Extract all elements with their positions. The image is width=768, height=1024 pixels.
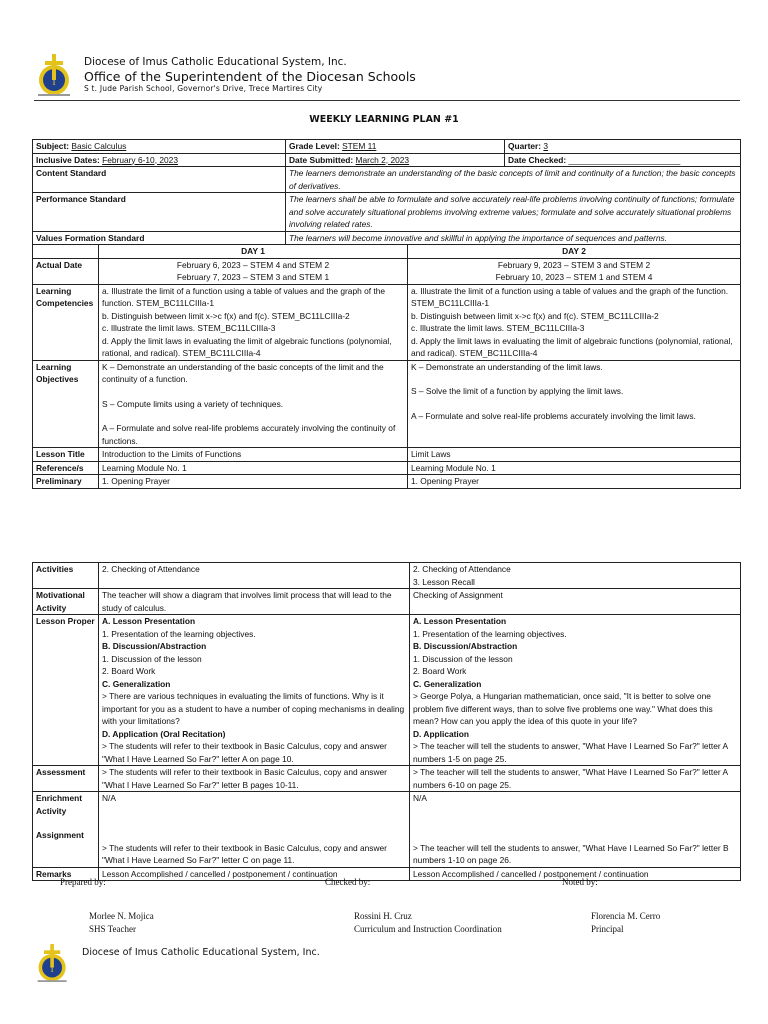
- table-row: [33, 245, 741, 259]
- day2-objective-a: A – Formulate and solve real-life problems accurately involving the limit laws.: [411, 410, 696, 421]
- table-row: [33, 589, 741, 615]
- day2-objective-s: S – Solve the limit of a function by applying the limit laws.: [411, 386, 624, 396]
- day2-competency-c: c. Illustrate the limit laws. STEM_BC11LCIIIa-3: [411, 323, 585, 333]
- day1-competency-a: a. Illustrate the limit of a function using a table of values and the graph of the function. STEM_BC11LCIIIa-1: [102, 285, 386, 308]
- values-standard-text: The learners will become innovative and skillful in applying the importance of sequences and patterns.: [286, 231, 741, 245]
- assignment-label: Assignment: [36, 830, 84, 840]
- learning-plan-table-page2: [32, 562, 741, 881]
- preliminary-label: Preliminary: [33, 475, 99, 489]
- day2-section-a-head: A. Lesson Presentation: [413, 616, 507, 626]
- svg-text:I: I: [52, 77, 56, 88]
- table-row: [33, 766, 741, 792]
- day2-section-c-head: C. Generalization: [413, 678, 482, 689]
- table-row: [33, 867, 741, 881]
- table-row: [33, 461, 741, 475]
- table-row: [33, 360, 741, 448]
- day2-activity-1: 2. Checking of Attendance: [413, 564, 511, 574]
- day2-objective-k: K – Demonstrate an understanding of the limit laws.: [411, 361, 603, 372]
- objectives-label-1: Learning: [36, 361, 72, 372]
- day1-competency-d: d. Apply the limit laws in evaluating the limit of algebraic functions (polynomial, rational, and radical). STEM_BC11LCIIIa-4: [102, 335, 392, 358]
- day2-competency-d: d. Apply the limit laws in evaluating the limit of algebraic functions (polynomial, rational, and radical). STEM_BC11LCIIIa-4: [411, 335, 733, 358]
- table-row: [33, 284, 741, 360]
- table-row: [33, 475, 741, 489]
- day1-section-d-head: D. Application (Oral Recitation): [102, 728, 226, 739]
- day1-competency-b: b. Distinguish between limit x->c f(x) and f(c). STEM_BC11LCIIIa-2: [102, 310, 350, 321]
- content-standard-text: The learners demonstrate an understanding of the basic concepts of limit and continuity of a function; the basic concepts of derivatives.: [286, 167, 741, 193]
- day1-lesson-title: Introduction to the Limits of Functions: [99, 448, 408, 462]
- day2-section-b-1: 1. Discussion of the lesson: [413, 653, 513, 664]
- day2-assignment: > The teacher will tell the students to answer, "What Have I Learned So Far?" letter B numbers 1-10 on page 26.: [413, 842, 729, 865]
- day2-section-d-1: > The teacher will tell the students to answer, "What Have I Learned So Far?" letter A numbers 1-5 on page 25.: [413, 741, 728, 764]
- day1-section-c-1: > There are various techniques in evaluating the limits of functions. Why is it important for you as a student to have a number of coping mechanisms in dealing with your limitations?: [102, 691, 405, 726]
- day2-header: DAY 2: [408, 245, 741, 259]
- day2-competency-a: a. Illustrate the limit of a function using a table of values and the graph of the function. STEM_BC11LCIIIa-1: [411, 285, 729, 308]
- day2-activity-2: 3. Lesson Recall: [413, 576, 475, 587]
- dates-label: Inclusive Dates:: [36, 154, 100, 165]
- table-row: [33, 140, 741, 154]
- header-divider: [34, 100, 740, 101]
- quarter-label: Quarter:: [508, 141, 542, 151]
- noted-name: Florencia M. Cerro: [591, 911, 661, 921]
- day1-section-a-head: A. Lesson Presentation: [102, 616, 196, 626]
- table-row: [33, 448, 741, 462]
- remarks-label: Remarks: [33, 867, 99, 881]
- diocese-logo-icon: [34, 942, 72, 984]
- objectives-label-2: Objectives: [36, 374, 79, 384]
- day1-header: DAY 1: [99, 245, 408, 259]
- activities-label: Activities: [33, 563, 99, 589]
- day1-activities: 2. Checking of Attendance: [99, 563, 410, 589]
- grade-value: STEM 11: [342, 141, 377, 151]
- learning-plan-table-page1: [32, 139, 741, 489]
- table-row: [33, 258, 741, 284]
- day2-assessment: > The teacher will tell the students to answer, "What Have I Learned So Far?" letter A numbers 6-10 on page 25.: [410, 766, 741, 792]
- day2-competency-b: b. Distinguish between limit x->c f(x) and f(c). STEM_BC11LCIIIa-2: [411, 310, 659, 321]
- day2-section-c-1: > George Polya, a Hungarian mathematician, once said, "It is better to solve one problem five different ways, than to solve five problems one way." What does this mean? How can you apply the idea of this quote in your life?: [413, 691, 713, 726]
- submitted-value: March 2, 2023: [355, 154, 410, 165]
- noted-by-label: Noted by:: [562, 877, 598, 887]
- quarter-value: 3: [543, 141, 549, 151]
- submitted-label: Date Submitted:: [289, 154, 354, 165]
- performance-standard-text: The learners shall be able to formulate and solve accurately real-life problems involving continuity of functions; formulate and solve accurately situational problems involving extreme values; formulate and solve accurately situational problems involving related rates.: [286, 193, 741, 232]
- checked-value: ________________________: [568, 154, 681, 165]
- performance-standard-label: Performance Standard: [33, 193, 286, 232]
- noted-by-block: [591, 910, 660, 936]
- day2-date-1: February 9, 2023 – STEM 3 and STEM 2: [497, 259, 651, 270]
- day2-enrichment: N/A: [413, 793, 427, 803]
- day2-section-d-head: D. Application: [413, 728, 469, 739]
- enrichment-label-2: Activity: [36, 805, 67, 816]
- subject-value: Basic Calculus: [71, 141, 127, 151]
- motivational-label-2: Activity: [36, 602, 67, 613]
- competencies-label-1: Learning: [36, 285, 72, 296]
- day2-reference: Learning Module No. 1: [408, 461, 741, 475]
- table-row: [33, 615, 741, 766]
- prepared-role: SHS Teacher: [89, 924, 136, 934]
- table-row: [33, 153, 741, 167]
- day2-section-a-1: 1. Presentation of the learning objectives.: [413, 628, 567, 639]
- day1-assignment: > The students will refer to their textbook in Basic Calculus, copy and answer "What I Have Learned So Far?" letter C on page 11.: [102, 842, 387, 865]
- letterhead: [34, 52, 734, 100]
- day1-section-c-head: C. Generalization: [102, 678, 171, 689]
- day2-section-b-head: B. Discussion/Abstraction: [413, 641, 518, 651]
- prepared-by-block: [89, 910, 154, 936]
- page-title: WEEKLY LEARNING PLAN #1: [309, 114, 459, 125]
- office-name: Office of the Superintendent of the Diocesan Schools: [84, 69, 416, 84]
- grade-label: Grade Level:: [289, 141, 340, 151]
- day1-assessment: > The students will refer to their textbook in Basic Calculus, copy and answer "What I Have Learned So Far?" letter B pages 10-11.: [99, 766, 410, 792]
- table-row: [33, 193, 741, 232]
- lesson-proper-label: Lesson Proper: [33, 615, 99, 766]
- content-standard-label: Content Standard: [33, 167, 286, 193]
- day2-lesson-title: Limit Laws: [408, 448, 741, 462]
- day1-section-d-1: > The students will refer to their textbook in Basic Calculus, copy and answer "What I Have Learned So Far?" letter A on page 10.: [102, 741, 387, 764]
- table-row: [33, 167, 741, 193]
- values-standard-label: Values Formation Standard: [33, 231, 286, 245]
- diocese-logo-icon: [34, 52, 76, 98]
- day2-date-2: February 10, 2023 – STEM 1 and STEM 4: [495, 272, 653, 282]
- diocese-name: Diocese of Imus Catholic Educational System, Inc.: [84, 56, 347, 68]
- checked-role: Curriculum and Instruction Coordination: [354, 924, 502, 934]
- checked-label: Date Checked:: [508, 154, 567, 165]
- prepared-by-label: Prepared by:: [60, 877, 106, 887]
- day1-motivational: The teacher will show a diagram that involves limit process that will lead to the study of calculus.: [99, 589, 410, 615]
- day1-date-2: February 7, 2023 – STEM 3 and STEM 1: [176, 272, 330, 282]
- day1-remarks: Lesson Accomplished / cancelled / postponement / continuation: [99, 867, 410, 881]
- table-row: [33, 231, 741, 245]
- noted-role: Principal: [591, 924, 624, 934]
- day1-preliminary: 1. Opening Prayer: [99, 475, 408, 489]
- day1-objective-k: K – Demonstrate an understanding of the basic concepts of the limit and the continuity of a function.: [102, 361, 384, 384]
- footer-diocese-name: Diocese of Imus Catholic Educational System, Inc.: [82, 947, 320, 958]
- table-row: [33, 563, 741, 589]
- subject-label: Subject:: [36, 141, 70, 151]
- school-address: S t. Jude Parish School, Governor's Drive, Trece Martires City: [84, 84, 323, 93]
- day2-remarks: Lesson Accomplished / cancelled / postponement / continuation: [410, 867, 741, 881]
- day1-objective-s: S – Compute limits using a variety of techniques.: [102, 398, 284, 409]
- assessment-label: Assessment: [33, 766, 99, 792]
- day2-motivational: Checking of Assignment: [410, 589, 741, 615]
- day1-enrichment: N/A: [102, 793, 116, 803]
- day2-preliminary: 1. Opening Prayer: [408, 475, 741, 489]
- checked-name: Rossini H. Cruz: [354, 911, 412, 921]
- day1-competency-c: c. Illustrate the limit laws. STEM_BC11LCIIIa-3: [102, 323, 276, 333]
- day1-section-b-head: B. Discussion/Abstraction: [102, 641, 207, 651]
- day1-section-a-1: 1. Presentation of the learning objectives.: [102, 628, 256, 639]
- day2-section-b-2: 2. Board Work: [413, 666, 467, 676]
- footer: [34, 942, 334, 988]
- references-label: Reference/s: [33, 461, 99, 475]
- day1-section-b-1: 1. Discussion of the lesson: [102, 653, 202, 664]
- day1-reference: Learning Module No. 1: [99, 461, 408, 475]
- prepared-name: Morlee N. Mojica: [89, 911, 154, 921]
- day1-objective-a: A – Formulate and solve real-life problems accurately involving the continuity of functions.: [102, 423, 396, 446]
- checked-by-block: [354, 910, 502, 936]
- day1-section-b-2: 2. Board Work: [102, 666, 156, 676]
- day1-date-1: February 6, 2023 – STEM 4 and STEM 2: [176, 259, 330, 270]
- lesson-title-label: Lesson Title: [33, 448, 99, 462]
- svg-text:I: I: [50, 964, 54, 975]
- enrichment-label-1: Enrichment: [36, 793, 83, 803]
- actual-date-label: Actual Date: [33, 258, 99, 284]
- competencies-label-2: Competencies: [36, 298, 94, 308]
- dates-value: February 6-10, 2023: [102, 154, 178, 165]
- motivational-label-1: Motivational: [36, 590, 85, 600]
- table-row: [33, 792, 741, 868]
- checked-by-label: Checked by:: [325, 877, 371, 887]
